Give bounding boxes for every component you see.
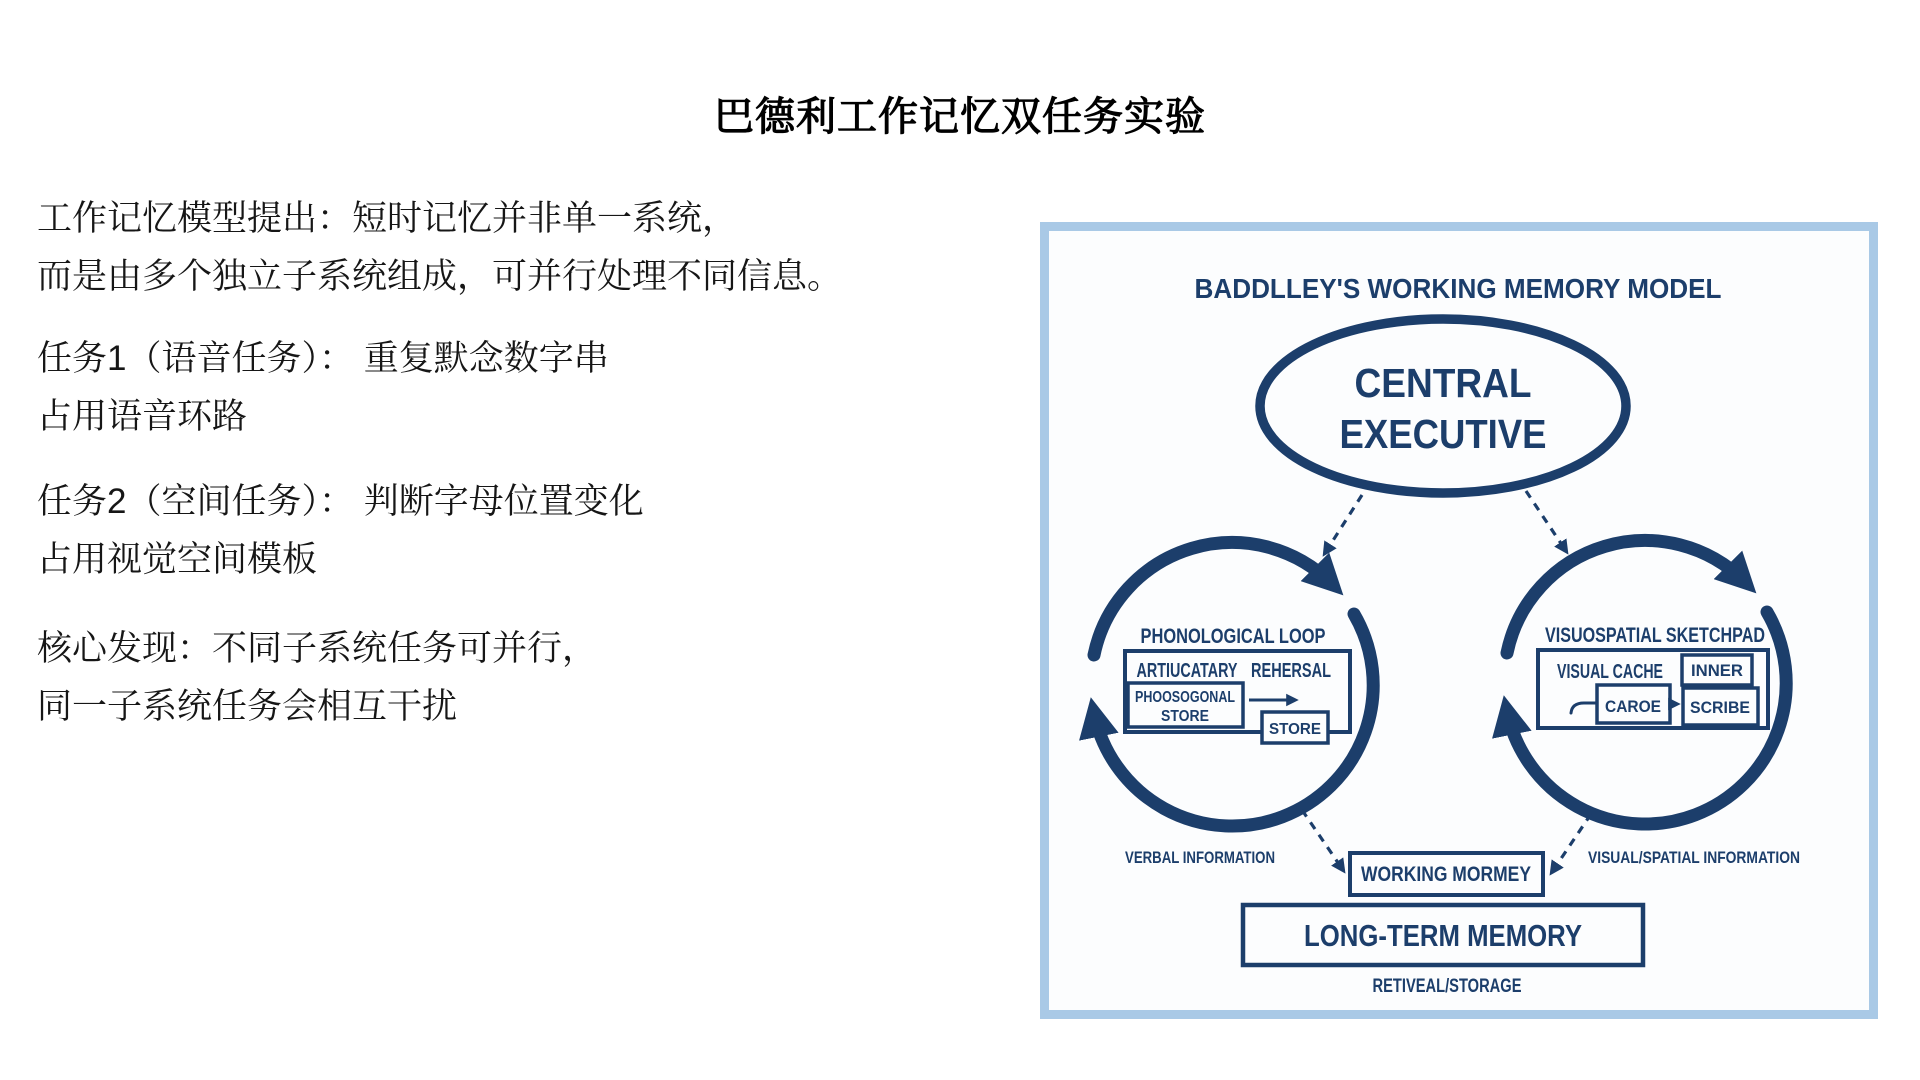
note-finding-line2: 同一子系统任务会相互干扰 xyxy=(37,687,458,726)
long-term-memory-label: LONG-TERM MEMORY xyxy=(1304,918,1583,953)
phonological-to-wm-arrow xyxy=(1302,810,1343,870)
note-intro-line1: 工作记忆模型提出：短时记忆并非单一系统， xyxy=(37,199,738,238)
note-intro-line2: 而是由多个独立子系统组成，可并行处理不同信息。 xyxy=(37,257,843,296)
diagram-canvas xyxy=(1040,222,1878,1019)
central-executive-line1: CENTRAL xyxy=(1354,360,1532,406)
rehearsal-word: REHERSAL xyxy=(1251,660,1331,682)
verbal-information-label: VERBAL INFORMATION xyxy=(1125,848,1275,867)
note-task2-line1: 任务2（空间任务）： 判断字母位置变化 xyxy=(37,482,644,521)
phonological-store-line1: PHOOSOGONAL xyxy=(1135,689,1235,706)
articulatory-word: ARTIUCATARY xyxy=(1136,660,1238,682)
ce-to-visuospatial-arrow xyxy=(1526,491,1566,551)
ce-to-phonological-arrow xyxy=(1325,495,1362,553)
central-executive-ellipse xyxy=(1260,319,1626,493)
note-task1-line2: 占用语音环路 xyxy=(37,397,248,436)
phonological-store-line2: STORE xyxy=(1161,708,1209,725)
visuospatial-to-wm-arrow xyxy=(1552,814,1591,872)
note-task1 xyxy=(37,330,609,446)
cache-hook-line xyxy=(1571,703,1597,713)
visual-spatial-information-label: VISUAL/SPATIAL INFORMATION xyxy=(1588,848,1800,867)
phonological-loop-label: PHONOLOGICAL LOOP xyxy=(1140,625,1326,648)
diagram-title: BADDLLEY'S WORKING MEMORY MODEL xyxy=(1194,273,1722,304)
note-intro xyxy=(37,190,842,306)
note-task1-line1: 任务1（语音任务）： 重复默念数字串 xyxy=(37,339,609,378)
inner-label: INNER xyxy=(1691,661,1743,680)
scribe-label: SCRIBE xyxy=(1690,698,1750,717)
note-task2 xyxy=(37,473,644,589)
retrieval-storage-label: RETIVEAL/STORAGE xyxy=(1372,976,1522,997)
visual-cache-label: VISUAL CACHE xyxy=(1557,661,1663,683)
page-title: 巴德利工作记忆双任务实验 xyxy=(714,94,1206,139)
note-task2-line2: 占用视觉空间模板 xyxy=(37,540,318,579)
central-executive-line2: EXECUTIVE xyxy=(1339,411,1547,457)
note-finding-line1: 核心发现：不同子系统任务可并行， xyxy=(37,629,598,668)
visuospatial-sketchpad-label: VISUOSPATIAL SKETCHPAD xyxy=(1545,624,1765,647)
caroe-label: CAROE xyxy=(1605,697,1661,716)
working-memory-diagram xyxy=(1040,222,1878,1019)
working-memory-label: WORKING MORMEY xyxy=(1361,863,1531,886)
store-small-label: STORE xyxy=(1269,721,1322,738)
note-finding xyxy=(37,620,597,736)
